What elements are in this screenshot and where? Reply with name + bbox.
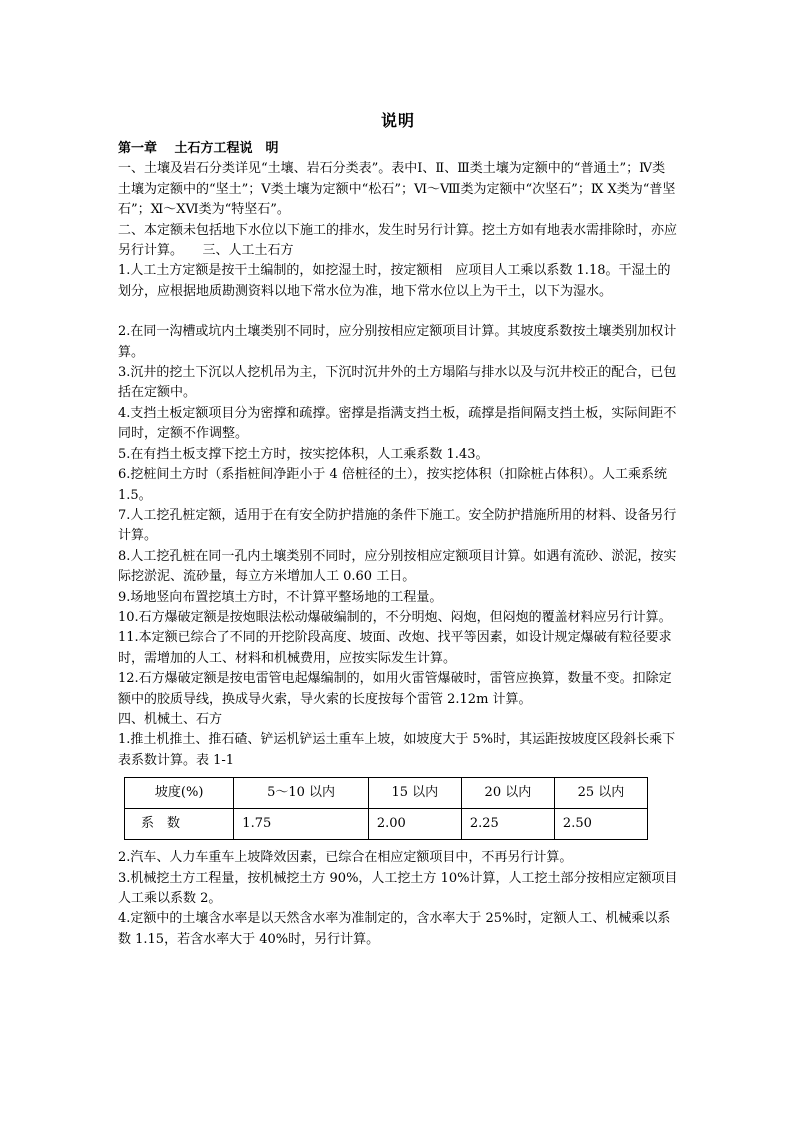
paragraph: 3.机械挖土方工程量，按机械挖土方 90%，人工挖土方 10%计算，人工挖土部分按相应定额项目人工乘以系数 2。 bbox=[118, 870, 678, 906]
table-cell: 2.50 bbox=[554, 809, 647, 840]
paragraph: 9.场地竖向布置挖填土方时，不计算平整场地的工程量。 bbox=[118, 589, 443, 605]
section-heading: 四、机械土、石方 bbox=[118, 711, 223, 727]
paragraph: 1.人工土方定额是按干土编制的，如挖湿土时，按定额相 应项目人工乘以系数 1.18。干湿土的划分，应根据地质勘测资料以地下常水位为准，地下常水位以上为干土，以下为湿水。 bbox=[118, 263, 671, 299]
paragraph: 5.在有挡土板支撑下挖土方时，按实挖体积，人工乘系数 1.43。 bbox=[118, 446, 489, 462]
table-cell: 2.00 bbox=[368, 809, 461, 840]
table-header-cell: 20 以内 bbox=[461, 778, 554, 809]
document-body bbox=[118, 139, 678, 950]
table-row bbox=[125, 809, 648, 840]
paragraph: 二、本定额未包括地下水位以下施工的排水，发生时另行计算。挖土方如有地表水需排除时，亦应另行计算。 三、人工土石方 bbox=[118, 222, 678, 259]
blank-line bbox=[118, 302, 678, 322]
chapter-heading: 第一章 土石方工程说 明 bbox=[118, 141, 279, 156]
paragraph: 10.石方爆破定额是按炮眼法松动爆破编制的，不分明炮、闷炮，但闷炮的覆盖材料应另行计算。 bbox=[118, 609, 672, 625]
paragraph: 4.定额中的土壤含水率是以天然含水率为准制定的，含水率大于 25%时，定额人工、机械乘以系数 1.15，若含水率大于 40%时，另行计算。 bbox=[118, 911, 671, 947]
table-cell: 系 数 bbox=[125, 809, 234, 840]
paragraph: 3.沉井的挖土下沉以人挖机吊为主，下沉时沉井外的土方塌陷与排水以及与沉井校正的配合，已包括在定额中。 bbox=[118, 365, 677, 401]
paragraph: 11.本定额已综合了不同的开挖阶段高度、坡面、改炮、找平等因素，如设计规定爆破有粒径要求时，需增加的人工、材料和机械费用，应按实际发生计算。 bbox=[118, 630, 672, 666]
table-cell: 1.75 bbox=[234, 809, 369, 840]
slope-coefficient-table bbox=[124, 777, 648, 840]
paragraph: 2.汽车、人力车重车上坡降效因素，已综合在相应定额项目中，不再另行计算。 bbox=[118, 850, 573, 866]
table-header-cell: 坡度(%) bbox=[125, 778, 234, 809]
paragraph: 4.支挡土板定额项目分为密撑和疏撑。密撑是指满支挡土板，疏撑是指间隔支挡土板，实际间距不同时，定额不作调整。 bbox=[118, 405, 677, 442]
page-title: 说明 bbox=[380, 111, 415, 130]
table-header-cell: 25 以内 bbox=[554, 778, 647, 809]
paragraph: 2.在同一沟槽或坑内土壤类别不同时，应分别按相应定额项目计算。其坡度系数按土壤类别加权计算。 bbox=[118, 324, 677, 360]
table-header-cell: 5～10 以内 bbox=[234, 778, 369, 809]
paragraph: 8.人工挖孔桩在同一孔内土壤类别不同时，应分别按相应定额项目计算。如遇有流砂、淤泥，按实际挖淤泥、流砂量，每立方米增加人工 0.60 工日。 bbox=[118, 548, 677, 585]
paragraph: 12.石方爆破定额是按电雷管电起爆编制的，如用火雷管爆破时，雷管应换算，数量不变。扣除定额中的胶质导线，换成导火索，导火索的长度按每个雷管 2.12m 计算。 bbox=[118, 671, 672, 707]
table-header-cell: 15 以内 bbox=[368, 778, 461, 809]
paragraph: 一、土壤及岩石分类详见“土壤、岩石分类表”。表中Ⅰ、Ⅱ、Ⅲ类土壤为定额中的“普通土”；Ⅳ类土壤为定额中的“坚土”；Ⅴ类土壤为定额中“松石”；Ⅵ～Ⅷ类为定额中“次坚石”；Ⅸ Ⅹ类为“普坚石”；Ⅺ～ⅩⅥ类为“特坚石”。 bbox=[118, 161, 676, 218]
paragraph: 6.挖桩间土方时（系指桩间净距小于 4 倍桩径的土），按实挖体积（扣除桩占体积）。人工乘系统 1.5。 bbox=[118, 467, 667, 503]
paragraph: 7.人工挖孔桩定额，适用于在有安全防护措施的条件下施工。安全防护措施所用的材料、设备另行计算。 bbox=[118, 507, 677, 544]
table-header-row bbox=[125, 778, 648, 809]
paragraph: 1.推土机推土、推石碴、铲运机铲运土重车上坡，如坡度大于 5%时，其运距按坡度区段斜长乘下表系数计算。表 1-1 bbox=[118, 732, 676, 768]
table-cell: 2.25 bbox=[461, 809, 554, 840]
